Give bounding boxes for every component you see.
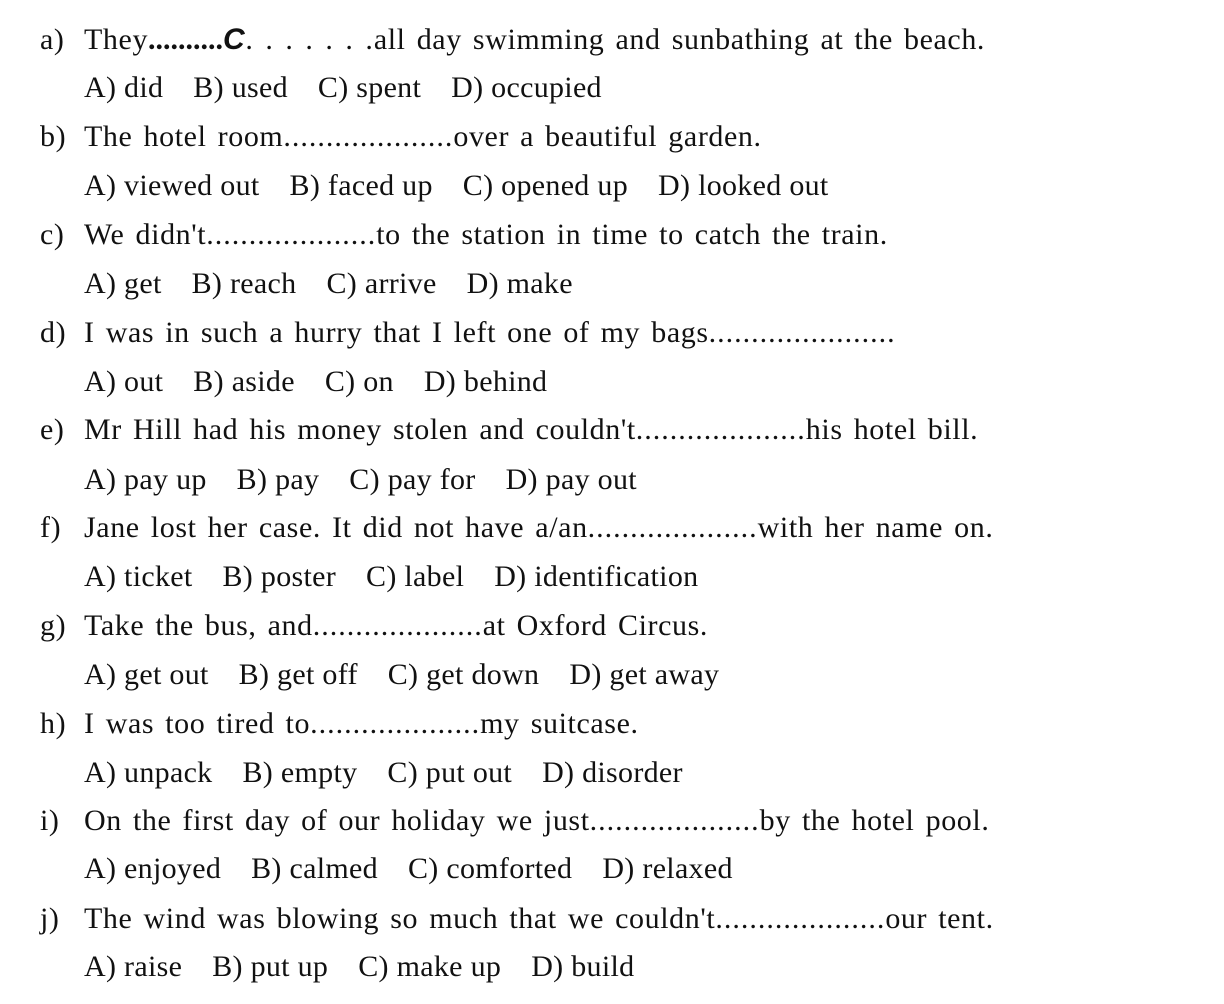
option-d-B: B) aside <box>193 365 295 398</box>
blank-dots: .................... <box>283 120 454 153</box>
question-label: b) <box>40 120 67 153</box>
question-text-after: his hotel bill. <box>805 413 979 446</box>
question-text-after: my suitcase. <box>480 707 639 740</box>
question-h <box>40 704 639 744</box>
question-d <box>40 313 896 353</box>
option-j-A: A) raise <box>84 950 183 983</box>
question-g <box>40 606 708 646</box>
blank-dots: .................... <box>206 218 377 251</box>
option-f-D: D) identification <box>494 560 699 593</box>
question-text-after: over a beautiful garden. <box>453 120 762 153</box>
option-e-A: A) pay up <box>84 463 207 496</box>
question-label: d) <box>40 316 67 349</box>
question-label: g) <box>40 609 67 642</box>
question-a <box>40 20 985 60</box>
blank-dots: .................... <box>589 804 760 837</box>
option-j-C: C) make up <box>358 950 502 983</box>
question-b <box>40 117 762 157</box>
question-text-before: The hotel room <box>84 120 284 153</box>
option-e-D: D) pay out <box>505 463 637 496</box>
blank-dots: .................... <box>635 413 806 446</box>
option-j-B: B) put up <box>212 950 329 983</box>
question-text-before: Jane lost her case. It did not have a/an <box>84 511 588 544</box>
question-label: i) <box>40 804 60 837</box>
blank-dots: .................... <box>312 609 483 642</box>
option-b-D: D) looked out <box>658 169 829 202</box>
option-e-C: C) pay for <box>349 463 476 496</box>
question-label: f) <box>40 511 62 544</box>
options-h <box>84 753 683 793</box>
question-label: a) <box>40 23 65 56</box>
question-f <box>40 508 993 548</box>
question-text-after: to the station in time to catch the train. <box>376 218 888 251</box>
option-d-C: C) on <box>324 365 394 398</box>
options-g <box>84 655 719 695</box>
blank-dots-lead: .......... <box>148 23 224 56</box>
question-label: h) <box>40 707 67 740</box>
option-d-A: A) out <box>84 365 164 398</box>
options-b <box>84 166 829 206</box>
blank-dots: .................... <box>715 902 886 935</box>
option-c-C: C) arrive <box>326 267 437 300</box>
question-text-before: I was too tired to <box>84 707 311 740</box>
question-text-before: On the first day of our holiday we just <box>84 804 590 837</box>
question-text-before: We didn't <box>84 218 207 251</box>
option-i-D: D) relaxed <box>602 852 733 885</box>
question-text-before: Take the bus, and <box>84 609 313 642</box>
options-e <box>84 460 637 500</box>
question-i <box>40 801 989 841</box>
question-text-after: all day swimming and sunbathing at the beach. <box>373 23 986 56</box>
option-i-A: A) enjoyed <box>84 852 222 885</box>
option-f-C: C) label <box>366 560 465 593</box>
blank-dots-trail: . . . . . . . <box>245 23 374 56</box>
option-g-B: B) get off <box>238 658 358 691</box>
option-h-B: B) empty <box>242 756 358 789</box>
option-i-B: B) calmed <box>251 852 378 885</box>
question-text-before: They <box>84 23 149 56</box>
option-a-C: C) spent <box>317 71 422 104</box>
question-text-after: our tent. <box>885 902 994 935</box>
option-a-B: B) used <box>193 71 288 104</box>
blank-dots: ...................... <box>708 316 896 349</box>
option-c-B: B) reach <box>191 267 297 300</box>
question-c <box>40 215 888 255</box>
option-e-B: B) pay <box>236 463 320 496</box>
option-b-A: A) viewed out <box>84 169 260 202</box>
question-text-before: I was in such a hurry that I left one of my bags <box>84 316 709 349</box>
option-f-B: B) poster <box>222 560 337 593</box>
options-d <box>84 362 547 402</box>
option-b-B: B) faced up <box>289 169 433 202</box>
blank-dots: .................... <box>310 707 481 740</box>
question-text-before: The wind was blowing so much that we couldn't <box>84 902 716 935</box>
question-text-after: with her name on. <box>757 511 994 544</box>
option-g-A: A) get out <box>84 658 209 691</box>
option-g-C: C) get down <box>387 658 540 691</box>
option-f-A: A) ticket <box>84 560 193 593</box>
options-f <box>84 557 698 597</box>
handwritten-answer: C <box>223 23 246 56</box>
question-text-after: by the hotel pool. <box>759 804 990 837</box>
options-a <box>84 68 602 108</box>
option-c-D: D) make <box>466 267 573 300</box>
question-j <box>40 899 994 939</box>
option-a-D: D) occupied <box>451 71 602 104</box>
option-b-C: C) opened up <box>462 169 629 202</box>
question-label: e) <box>40 413 65 446</box>
options-i <box>84 849 733 889</box>
option-i-C: C) comforted <box>407 852 573 885</box>
option-g-D: D) get away <box>569 658 720 691</box>
option-d-D: D) behind <box>423 365 548 398</box>
option-h-C: C) put out <box>387 756 513 789</box>
blank-dots: .................... <box>587 511 758 544</box>
question-e <box>40 410 978 450</box>
option-h-A: A) unpack <box>84 756 213 789</box>
option-j-D: D) build <box>531 950 635 983</box>
option-h-D: D) disorder <box>542 756 683 789</box>
options-c <box>84 264 573 304</box>
question-label: c) <box>40 218 65 251</box>
question-label: j) <box>40 902 60 935</box>
question-text-before: Mr Hill had his money stolen and couldn't <box>84 413 636 446</box>
question-text-after: at Oxford Circus. <box>482 609 709 642</box>
option-a-A: A) did <box>84 71 164 104</box>
option-c-A: A) get <box>84 267 162 300</box>
options-j <box>84 947 634 987</box>
